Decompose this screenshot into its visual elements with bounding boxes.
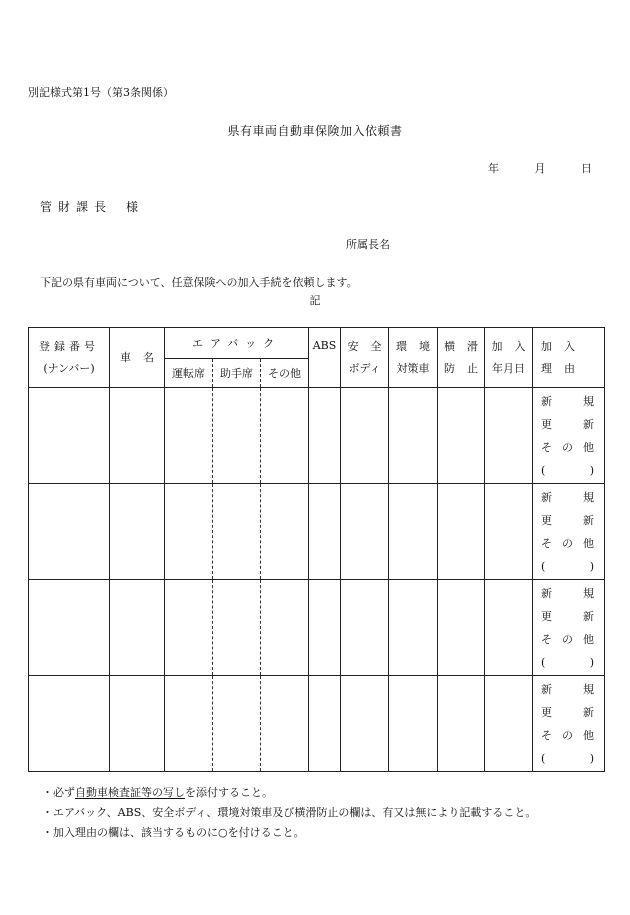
reason-option[interactable]: ( )	[541, 463, 595, 477]
cell-safety-body[interactable]	[341, 580, 389, 676]
header-anti-skid-line2: 防 止	[444, 361, 479, 375]
header-registration-line1: 登録番号	[39, 339, 99, 353]
reason-option[interactable]: 新 規	[541, 682, 595, 696]
cell-join-date[interactable]	[485, 388, 533, 484]
table-row	[29, 580, 605, 676]
date-year-label: 年	[488, 162, 499, 175]
cell-vehicle-name[interactable]	[110, 676, 165, 772]
reason-options	[533, 676, 604, 771]
reason-option[interactable]: 更 新	[541, 513, 595, 527]
header-reason	[533, 328, 605, 388]
cell-join-reason[interactable]	[533, 580, 605, 676]
table-row	[29, 676, 605, 772]
header-vehicle-name	[110, 328, 165, 388]
table-row	[29, 388, 605, 484]
note1-underlined: 自動車検査証等の写し	[75, 786, 185, 799]
cell-abs[interactable]	[309, 676, 341, 772]
table-row	[29, 484, 605, 580]
date-line	[488, 160, 592, 176]
header-join-date-line2: 年月日	[492, 361, 526, 375]
cell-other[interactable]	[261, 484, 309, 580]
cell-registration[interactable]	[29, 388, 110, 484]
note-attach-inspection-cert	[42, 783, 273, 803]
intro-text: 下記の県有車両について、任意保険への加入手続を依頼します。	[40, 276, 358, 289]
cell-other[interactable]	[261, 676, 309, 772]
date-day-label: 日	[581, 162, 592, 175]
note-join-reason: ・加入理由の欄は、該当するものに○を付けること。	[42, 826, 305, 839]
note-equipment-fields: ・エアバック、ABS、安全ボディ、環境対策車及び横滑防止の欄は、有又は無により記載すること。	[42, 806, 537, 819]
cell-abs[interactable]	[309, 580, 341, 676]
cell-join-reason[interactable]	[533, 484, 605, 580]
cell-anti-skid[interactable]	[438, 676, 485, 772]
header-reason-line1: 加 入	[541, 339, 576, 353]
reason-option[interactable]: 新 規	[541, 490, 595, 504]
reason-option[interactable]: 更 新	[541, 609, 595, 623]
cell-join-date[interactable]	[485, 676, 533, 772]
reason-option[interactable]: 更 新	[541, 705, 595, 719]
cell-abs[interactable]	[309, 484, 341, 580]
cell-anti-skid[interactable]	[438, 580, 485, 676]
addressee-name: 管財課長	[40, 200, 113, 214]
reason-option[interactable]: ( )	[541, 751, 595, 765]
cell-eco[interactable]	[389, 388, 438, 484]
reason-options	[533, 580, 604, 675]
note1-prefix: ・必ず	[42, 786, 75, 799]
cell-passenger[interactable]	[213, 484, 261, 580]
reason-options	[533, 388, 604, 483]
header-eco-line2: 対策車	[396, 361, 430, 375]
header-airbag-passenger: 助手席	[213, 359, 261, 388]
header-eco	[389, 328, 438, 388]
note1-suffix: を添付すること。	[185, 786, 273, 799]
cell-vehicle-name[interactable]	[110, 388, 165, 484]
addressee-honorific: 様	[126, 200, 145, 214]
vehicle-insurance-table	[28, 327, 605, 772]
cell-safety-body[interactable]	[341, 676, 389, 772]
cell-registration[interactable]	[29, 676, 110, 772]
cell-driver[interactable]	[165, 388, 213, 484]
reason-option[interactable]: そ の 他	[541, 728, 595, 742]
header-airbag-other: その他	[261, 359, 309, 388]
cell-driver[interactable]	[165, 484, 213, 580]
header-abs	[309, 328, 341, 388]
cell-passenger[interactable]	[213, 388, 261, 484]
header-join-date	[485, 328, 533, 388]
header-anti-skid-line1: 横 滑	[444, 339, 479, 353]
cell-abs[interactable]	[309, 388, 341, 484]
header-airbag-driver: 運転席	[165, 359, 213, 388]
cell-driver[interactable]	[165, 580, 213, 676]
cell-safety-body[interactable]	[341, 484, 389, 580]
header-reason-line2: 理 由	[541, 361, 576, 375]
reason-option[interactable]: そ の 他	[541, 440, 595, 454]
cell-join-date[interactable]	[485, 580, 533, 676]
cell-passenger[interactable]	[213, 580, 261, 676]
header-join-date-line1: 加 入	[491, 339, 526, 353]
cell-join-date[interactable]	[485, 484, 533, 580]
header-abs-text: ABS	[312, 338, 337, 352]
header-safety-body-line1: 安 全	[347, 339, 382, 353]
header-registration-line2: (ナンバー)	[43, 361, 95, 375]
header-safety-body-line2: ボディ	[348, 361, 381, 375]
cell-safety-body[interactable]	[341, 388, 389, 484]
reason-option[interactable]: 新 規	[541, 394, 595, 408]
cell-registration[interactable]	[29, 580, 110, 676]
header-registration	[29, 328, 110, 388]
cell-eco[interactable]	[389, 676, 438, 772]
cell-eco[interactable]	[389, 484, 438, 580]
cell-join-reason[interactable]	[533, 388, 605, 484]
header-safety-body	[341, 328, 389, 388]
form-number: 別記様式第1号（第3条関係）	[28, 86, 174, 99]
reason-option[interactable]: ( )	[541, 559, 595, 573]
reason-option[interactable]: そ の 他	[541, 536, 595, 550]
cell-other[interactable]	[261, 580, 309, 676]
reason-option[interactable]: 新 規	[541, 586, 595, 600]
cell-anti-skid[interactable]	[438, 388, 485, 484]
header-anti-skid	[438, 328, 485, 388]
ki-heading: 記	[309, 294, 321, 307]
department-head-label: 所属長名	[346, 238, 390, 251]
header-airbag: エアバック	[165, 328, 309, 359]
cell-eco[interactable]	[389, 580, 438, 676]
reason-option[interactable]: 更 新	[541, 417, 595, 431]
cell-driver[interactable]	[165, 676, 213, 772]
cell-vehicle-name[interactable]	[110, 580, 165, 676]
reason-options	[533, 484, 604, 579]
cell-vehicle-name[interactable]	[110, 484, 165, 580]
header-eco-line1: 環 境	[396, 339, 431, 353]
date-month-label: 月	[534, 162, 546, 175]
reason-option[interactable]: そ の 他	[541, 632, 595, 646]
document-title: 県有車両自動車保険加入依頼書	[227, 124, 403, 138]
cell-other[interactable]	[261, 388, 309, 484]
cell-join-reason[interactable]	[533, 676, 605, 772]
reason-option[interactable]: ( )	[541, 655, 595, 669]
cell-anti-skid[interactable]	[438, 484, 485, 580]
addressee	[40, 198, 144, 215]
cell-passenger[interactable]	[213, 676, 261, 772]
header-vehicle-name-text: 車 名	[120, 350, 154, 364]
cell-registration[interactable]	[29, 484, 110, 580]
